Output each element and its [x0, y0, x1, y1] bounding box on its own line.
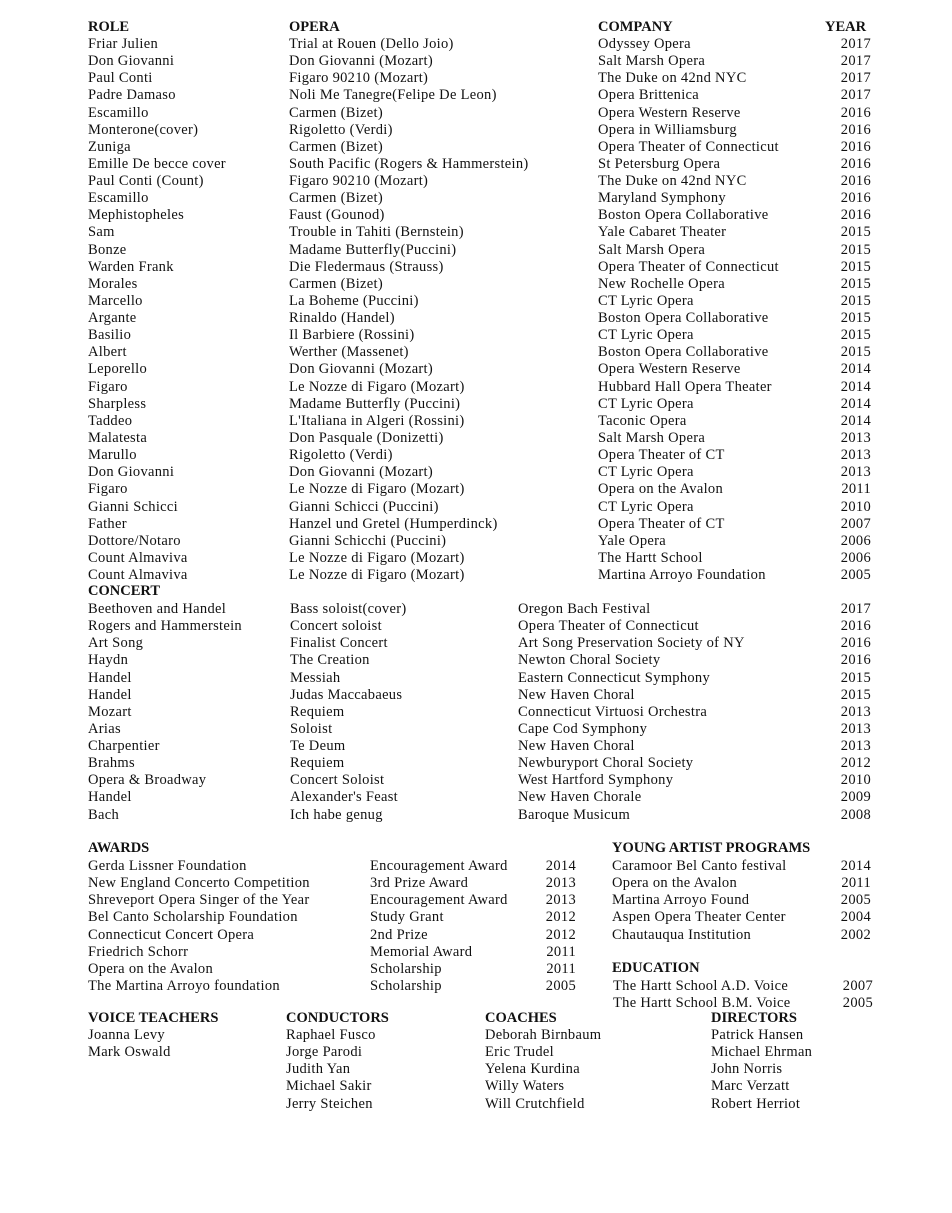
conductors-name: Judith Yan [286, 1061, 351, 1078]
company-cell: St Petersburg Opera [598, 155, 721, 172]
concert-role: Soloist [290, 720, 333, 737]
role-cell: Padre Damaso [88, 87, 176, 104]
concert-role: The Creation [290, 652, 370, 669]
concert-company: Art Song Preservation Society of NY [518, 635, 745, 652]
concert-year: 2015 [840, 669, 871, 686]
coaches-name: Eric Trudel [485, 1044, 554, 1061]
program-name: Chautauqua Institution [612, 926, 752, 943]
opera-cell: Le Nozze di Figaro (Mozart) [289, 549, 465, 566]
role-cell: Gianni Schicci [88, 498, 178, 515]
role-cell: Morales [88, 275, 138, 292]
directors-name: Marc Verzatt [711, 1078, 790, 1095]
role-cell: Count Almaviva [88, 567, 188, 584]
opera-cell: Trial at Rouen (Dello Joio) [289, 36, 454, 52]
concert-year: 2009 [840, 789, 871, 806]
voice-teachers-header: VOICE TEACHERS [88, 1010, 219, 1026]
company-cell: The Duke on 42nd NYC [598, 173, 747, 190]
concert-work: Handel [88, 686, 132, 703]
role-cell: Paul Conti (Count) [88, 173, 204, 190]
company-cell: Opera Theater of CT [598, 515, 725, 532]
company-cell: Salt Marsh Opera [598, 429, 706, 446]
year-cell: 2016 [840, 190, 871, 207]
company-cell: Opera Theater of CT [598, 447, 725, 464]
award-org: The Martina Arroyo foundation [88, 977, 280, 994]
opera-cell: Le Nozze di Figaro (Mozart) [289, 481, 465, 498]
concert-role: Requiem [290, 755, 345, 772]
opera-cell: Rigoletto (Verdi) [289, 121, 393, 138]
role-cell: Father [88, 515, 127, 532]
program-year: 2005 [840, 892, 871, 909]
opera-cell: Carmen (Bizet) [289, 104, 383, 121]
concert-company: Opera Theater of Connecticut [518, 618, 699, 635]
role-cell: Warden Frank [88, 258, 174, 275]
concert-role: Messiah [290, 669, 341, 686]
opera-cell: South Pacific (Rogers & Hammerstein) [289, 155, 529, 172]
year-header: YEAR [825, 19, 867, 35]
concert-work: Arias [88, 720, 121, 737]
company-cell: The Duke on 42nd NYC [598, 70, 747, 87]
concert-work: Rogers and Hammerstein [88, 618, 242, 635]
company-cell: Yale Opera [598, 532, 666, 549]
coaches-name: Yelena Kurdina [485, 1061, 580, 1078]
role-cell: Sharpless [88, 395, 147, 412]
role-cell: Paul Conti [88, 70, 153, 87]
program-name: Opera on the Avalon [612, 875, 738, 892]
year-cell: 2006 [840, 532, 871, 549]
year-cell: 2016 [840, 121, 871, 138]
opera-cell: Rinaldo (Handel) [289, 310, 395, 327]
concert-role: Judas Maccabaeus [290, 686, 403, 703]
year-cell: 2017 [840, 70, 871, 87]
concert-work: Brahms [88, 755, 135, 772]
concert-year: 2017 [840, 601, 871, 617]
conductors-name: Jerry Steichen [286, 1095, 373, 1112]
award-name: Scholarship [370, 977, 442, 994]
role-cell: Escamillo [88, 190, 149, 207]
company-cell: New Rochelle Opera [598, 275, 725, 292]
company-cell: Odyssey Opera [598, 36, 691, 52]
opera-cell: Werther (Massenet) [289, 344, 409, 361]
year-cell: 2007 [840, 515, 871, 532]
voice-teachers-name: Mark Oswald [88, 1044, 171, 1061]
opera-cell: Figaro 90210 (Mozart) [289, 70, 429, 87]
role-cell: Friar Julien [88, 36, 159, 52]
role-cell: Malatesta [88, 429, 148, 446]
year-cell: 2011 [841, 481, 871, 498]
year-cell: 2014 [840, 361, 871, 378]
company-cell: The Hartt School [598, 549, 703, 566]
company-cell: CT Lyric Opera [598, 464, 694, 481]
year-cell: 2013 [840, 464, 871, 481]
year-cell: 2014 [840, 412, 871, 429]
directors-name: Robert Herriot [711, 1095, 801, 1112]
concert-work: Art Song [88, 635, 144, 652]
year-cell: 2013 [840, 429, 871, 446]
award-name: Memorial Award [370, 943, 473, 960]
opera-cell: Carmen (Bizet) [289, 190, 383, 207]
concert-year: 2016 [840, 652, 871, 669]
award-org: Opera on the Avalon [88, 960, 214, 977]
conductors-name: Raphael Fusco [286, 1027, 376, 1043]
year-cell: 2017 [840, 53, 871, 70]
company-cell: Salt Marsh Opera [598, 241, 706, 258]
year-cell: 2013 [840, 447, 871, 464]
year-cell: 2016 [840, 173, 871, 190]
award-name: 2nd Prize [370, 926, 428, 943]
concert-company: Newburyport Choral Society [518, 755, 694, 772]
conductors-name: Michael Sakir [286, 1078, 372, 1095]
award-year: 2013 [545, 892, 576, 909]
concert-company: West Hartford Symphony [518, 772, 674, 789]
concert-company: New Haven Choral [518, 738, 635, 755]
year-cell: 2014 [840, 395, 871, 412]
degree-year: 2007 [842, 978, 873, 994]
award-year: 2012 [545, 909, 576, 926]
company-cell: CT Lyric Opera [598, 395, 694, 412]
program-year: 2004 [840, 909, 871, 926]
directors-name: Patrick Hansen [711, 1027, 804, 1043]
company-cell: Salt Marsh Opera [598, 53, 706, 70]
concert-year: 2010 [840, 772, 871, 789]
company-cell: Opera Brittenica [598, 87, 700, 104]
concert-year: 2015 [840, 686, 871, 703]
year-cell: 2017 [840, 36, 871, 52]
company-cell: Opera in Williamsburg [598, 121, 737, 138]
concert-work: Opera & Broadway [88, 772, 207, 789]
award-name: 3rd Prize Award [370, 875, 469, 892]
voice-teachers-name: Joanna Levy [88, 1027, 165, 1043]
concert-role: Concert soloist [290, 618, 382, 635]
role-cell: Mephistopheles [88, 207, 185, 224]
role-cell: Albert [88, 344, 127, 361]
concert-company: Oregon Bach Festival [518, 601, 651, 617]
opera-cell: Don Giovanni (Mozart) [289, 361, 434, 378]
concert-year: 2016 [840, 635, 871, 652]
year-cell: 2016 [840, 155, 871, 172]
coaches-name: Willy Waters [485, 1078, 565, 1095]
award-org: Friedrich Schorr [88, 943, 189, 960]
conductors-header: CONDUCTORS [286, 1010, 389, 1026]
concert-company: Connecticut Virtuosi Orchestra [518, 703, 708, 720]
role-cell: Dottore/Notaro [88, 532, 181, 549]
year-cell: 2016 [840, 104, 871, 121]
concert-year: 2013 [840, 738, 871, 755]
degree-year: 2005 [842, 994, 873, 1011]
concert-role: Concert Soloist [290, 772, 385, 789]
concert-year: 2008 [840, 806, 871, 823]
company-cell: Taconic Opera [598, 412, 687, 429]
concert-year: 2016 [840, 618, 871, 635]
concert-role: Finalist Concert [290, 635, 388, 652]
concert-company: Baroque Musicum [518, 806, 631, 823]
year-cell: 2017 [840, 87, 871, 104]
coaches-name: Will Crutchfield [485, 1095, 585, 1112]
concert-work: Handel [88, 789, 132, 806]
degree: The Hartt School A.D. Voice [613, 978, 789, 994]
conductors-name: Jorge Parodi [286, 1044, 363, 1061]
concert-work: Haydn [88, 652, 129, 669]
year-cell: 2010 [840, 498, 871, 515]
education-header: EDUCATION [612, 960, 700, 976]
opera-cell: Carmen (Bizet) [289, 138, 383, 155]
company-cell: Yale Cabaret Theater [598, 224, 727, 241]
concert-year: 2013 [840, 720, 871, 737]
concert-year: 2012 [840, 755, 871, 772]
company-cell: CT Lyric Opera [598, 327, 694, 344]
role-cell: Marullo [88, 447, 137, 464]
year-cell: 2016 [840, 207, 871, 224]
role-cell: Figaro [88, 481, 128, 498]
company-cell: Hubbard Hall Opera Theater [598, 378, 772, 395]
role-cell: Taddeo [88, 412, 133, 429]
company-cell: Opera on the Avalon [598, 481, 724, 498]
awards-header: AWARDS [88, 840, 150, 856]
company-cell: CT Lyric Opera [598, 498, 694, 515]
role-cell: Zuniga [88, 138, 131, 155]
role-cell: Emille De becce cover [88, 155, 226, 172]
opera-cell: Don Giovanni (Mozart) [289, 53, 434, 70]
concert-role: Te Deum [290, 738, 346, 755]
role-cell: Leporello [88, 361, 148, 378]
concert-work: Handel [88, 669, 132, 686]
year-cell: 2016 [840, 138, 871, 155]
year-cell: 2015 [840, 258, 871, 275]
company-cell: Opera Western Reserve [598, 104, 741, 121]
opera-cell: Don Pasquale (Donizetti) [289, 429, 444, 446]
award-year: 2005 [545, 977, 576, 994]
opera-cell: Don Giovanni (Mozart) [289, 464, 434, 481]
award-name: Encouragement Award [370, 858, 508, 874]
concert-company: Newton Choral Society [518, 652, 661, 669]
directors-header: DIRECTORS [711, 1010, 797, 1026]
award-org: Shreveport Opera Singer of the Year [88, 892, 310, 909]
opera-cell: Noli Me Tanegre(Felipe De Leon) [289, 87, 497, 104]
company-cell: Boston Opera Collaborative [598, 310, 769, 327]
award-org: Gerda Lissner Foundation [88, 858, 247, 874]
opera-cell: Die Fledermaus (Strauss) [289, 258, 444, 275]
directors-name: John Norris [711, 1061, 783, 1078]
award-year: 2013 [545, 875, 576, 892]
opera-cell: Il Barbiere (Rossini) [289, 327, 415, 344]
concert-role: Requiem [290, 703, 345, 720]
opera-cell: Gianni Schicchi (Puccini) [289, 532, 447, 549]
year-cell: 2015 [840, 224, 871, 241]
company-cell: Opera Theater of Connecticut [598, 138, 779, 155]
concert-year: 2013 [840, 703, 871, 720]
role-cell: Don Giovanni [88, 53, 175, 70]
role-cell: Count Almaviva [88, 549, 188, 566]
award-year: 2014 [545, 858, 576, 874]
award-name: Scholarship [370, 960, 442, 977]
opera-cell: L'Italiana in Algeri (Rossini) [289, 412, 465, 429]
role-cell: Marcello [88, 292, 143, 309]
coaches-name: Deborah Birnbaum [485, 1027, 602, 1043]
award-year: 2012 [545, 926, 576, 943]
concert-company: Eastern Connecticut Symphony [518, 669, 711, 686]
role-cell: Argante [88, 310, 137, 327]
role-header: ROLE [88, 19, 130, 35]
company-cell: Martina Arroyo Foundation [598, 567, 766, 584]
award-year: 2011 [546, 960, 576, 977]
program-name: Aspen Opera Theater Center [612, 909, 786, 926]
opera-header: OPERA [289, 19, 340, 35]
opera-cell: Carmen (Bizet) [289, 275, 383, 292]
company-cell: CT Lyric Opera [598, 292, 694, 309]
year-cell: 2014 [840, 378, 871, 395]
award-org: New England Concerto Competition [88, 875, 310, 892]
concert-company: Cape Cod Symphony [518, 720, 648, 737]
directors-name: Michael Ehrman [711, 1044, 813, 1061]
award-year: 2011 [546, 943, 576, 960]
concert-role: Bass soloist(cover) [290, 601, 407, 617]
opera-cell: Madame Butterfly (Puccini) [289, 395, 461, 412]
year-cell: 2015 [840, 344, 871, 361]
concert-company: New Haven Chorale [518, 789, 642, 806]
company-cell: Opera Theater of Connecticut [598, 258, 779, 275]
opera-cell: Hanzel und Gretel (Humperdinck) [289, 515, 498, 532]
award-name: Encouragement Award [370, 892, 508, 909]
opera-cell: La Boheme (Puccini) [289, 292, 419, 309]
concert-work: Mozart [88, 703, 132, 720]
company-header: COMPANY [598, 19, 673, 35]
opera-cell: Figaro 90210 (Mozart) [289, 173, 429, 190]
company-cell: Boston Opera Collaborative [598, 207, 769, 224]
role-cell: Sam [88, 224, 115, 241]
opera-cell: Faust (Gounod) [289, 207, 385, 224]
concert-work: Beethoven and Handel [88, 601, 227, 617]
opera-cell: Le Nozze di Figaro (Mozart) [289, 378, 465, 395]
program-year: 2014 [840, 858, 871, 874]
program-name: Martina Arroyo Found [612, 892, 750, 909]
opera-cell: Madame Butterfly(Puccini) [289, 241, 457, 258]
opera-cell: Rigoletto (Verdi) [289, 447, 393, 464]
role-cell: Monterone(cover) [88, 121, 199, 138]
concert-header: CONCERT [88, 583, 160, 599]
year-cell: 2015 [840, 327, 871, 344]
role-cell: Escamillo [88, 104, 149, 121]
concert-work: Charpentier [88, 738, 160, 755]
year-cell: 2015 [840, 275, 871, 292]
year-cell: 2015 [840, 310, 871, 327]
award-org: Bel Canto Scholarship Foundation [88, 909, 298, 926]
opera-cell: Le Nozze di Figaro (Mozart) [289, 567, 465, 584]
company-cell: Maryland Symphony [598, 190, 726, 207]
opera-cell: Gianni Schicci (Puccini) [289, 498, 439, 515]
concert-work: Bach [88, 806, 119, 823]
degree: The Hartt School B.M. Voice [613, 994, 791, 1011]
award-name: Study Grant [370, 909, 444, 926]
year-cell: 2015 [840, 292, 871, 309]
role-cell: Bonze [88, 241, 127, 258]
program-year: 2002 [840, 926, 871, 943]
company-cell: Opera Western Reserve [598, 361, 741, 378]
company-cell: Boston Opera Collaborative [598, 344, 769, 361]
year-cell: 2005 [840, 567, 871, 584]
year-cell: 2006 [840, 549, 871, 566]
coaches-header: COACHES [485, 1010, 557, 1026]
role-cell: Don Giovanni [88, 464, 175, 481]
award-org: Connecticut Concert Opera [88, 926, 255, 943]
concert-company: New Haven Choral [518, 686, 635, 703]
year-cell: 2015 [840, 241, 871, 258]
opera-cell: Trouble in Tahiti (Bernstein) [289, 224, 464, 241]
program-year: 2011 [841, 875, 871, 892]
concert-role: Alexander's Feast [290, 789, 398, 806]
role-cell: Figaro [88, 378, 128, 395]
program-name: Caramoor Bel Canto festival [612, 858, 787, 874]
young-artist-header: YOUNG ARTIST PROGRAMS [612, 840, 811, 856]
role-cell: Basilio [88, 327, 132, 344]
concert-role: Ich habe genug [290, 806, 383, 823]
